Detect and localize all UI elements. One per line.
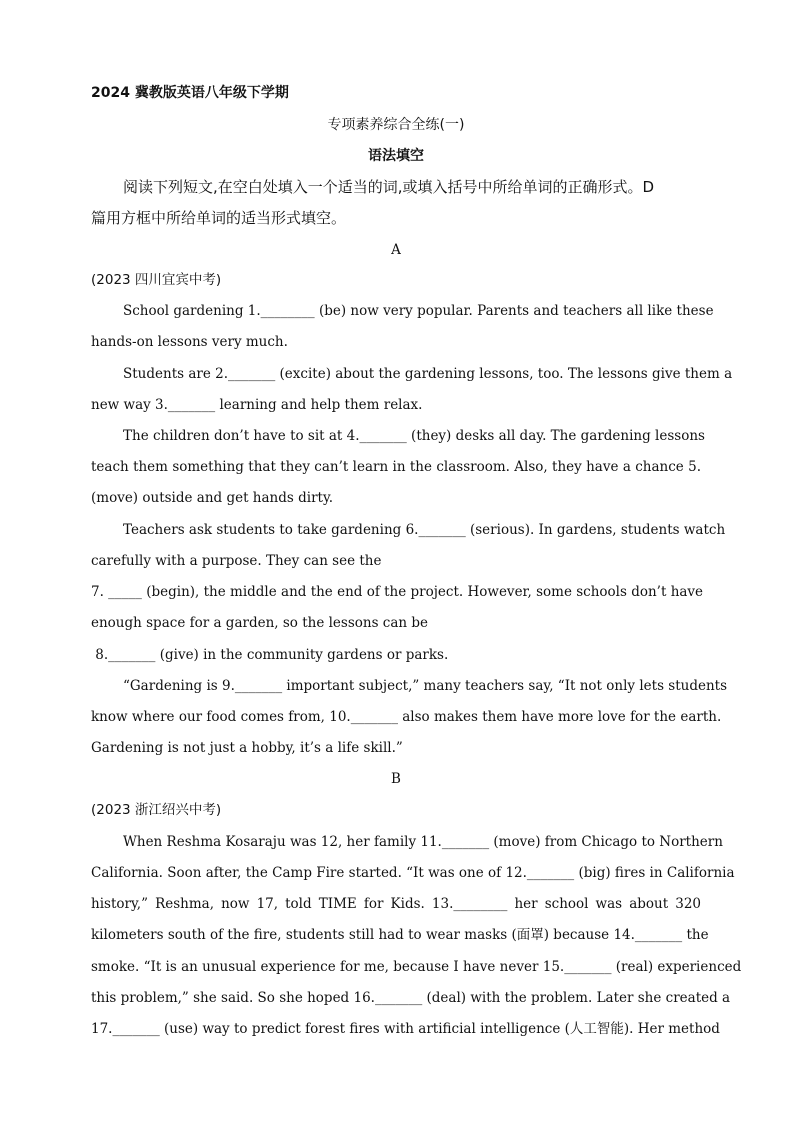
- passage-a-line: Gardening is not just a hobby, it’s a life skill.”: [91, 740, 403, 756]
- passage-a-source: (2023 四川宜宾中考): [91, 272, 222, 288]
- passage-b-line: history,” Reshma, now 17, told TIME for Kids. 13.________ her school was about 320: [91, 896, 701, 912]
- passage-a-label: A: [391, 242, 401, 258]
- passage-a-line: carefully with a purpose. They can see the: [91, 553, 382, 569]
- passage-a-line: enough space for a garden, so the lessons can be: [91, 615, 429, 631]
- document-title: 2024 冀教版英语八年级下学期: [91, 85, 289, 101]
- passage-a-line: new way 3._______ learning and help them relax.: [91, 397, 423, 413]
- passage-a-line: teach them something that they can’t learn in the classroom. Also, they have a chance 5.: [91, 459, 701, 475]
- section-heading: 语法填空: [368, 148, 424, 164]
- passage-a-line: know where our food comes from, 10._______ also makes them have more love for the earth.: [91, 709, 722, 725]
- passage-a-line: 7. _____ (begin), the middle and the end of the project. However, some schools don’t have: [91, 584, 704, 600]
- passage-a-line: Students are 2._______ (excite) about the gardening lessons, too. The lessons give them a: [123, 366, 733, 382]
- passage-b-line: this problem,” she said. So she hoped 16._______ (deal) with the problem. Later she created a: [91, 990, 731, 1006]
- passage-b-source: (2023 浙江绍兴中考): [91, 802, 222, 818]
- passage-a-line: School gardening 1.________ (be) now very popular. Parents and teachers all like these: [123, 303, 714, 319]
- passage-b-line: When Reshma Kosaraju was 12, her family 11._______ (move) from Chicago to Northern: [123, 834, 723, 850]
- passage-a-line: “Gardening is 9._______ important subject,” many teachers say, “It not only lets students: [123, 678, 728, 694]
- passage-a-line: The children don’t have to sit at 4._______ (they) desks all day. The gardening lessons: [123, 428, 705, 444]
- passage-a-line: (move) outside and get hands dirty.: [91, 490, 334, 506]
- instructions-line-1: 阅读下列短文,在空白处填入一个适当的词,或填入括号中所给单词的正确形式。D: [123, 178, 655, 196]
- passage-a-line: Teachers ask students to take gardening 6._______ (serious). In gardens, students watch: [123, 522, 726, 538]
- passage-b-line: kilometers south of the fire, students still had to wear masks (面罩) because 14._______ the: [91, 927, 709, 943]
- passage-b-line: California. Soon after, the Camp Fire started. “It was one of 12._______ (big) fires in California: [91, 865, 735, 881]
- passage-b-label: B: [391, 771, 401, 787]
- passage-b-line: smoke. “It is an unusual experience for me, because I have never 15._______ (real) experienced: [91, 959, 742, 975]
- passage-a-line: 8._______ (give) in the community gardens or parks.: [91, 647, 449, 663]
- instructions-line-2: 篇用方框中所给单词的适当形式填空。: [91, 209, 347, 227]
- exercise-subtitle: 专项素养综合全练(一): [327, 117, 465, 133]
- passage-b-line: 17._______ (use) way to predict forest fires with artificial intelligence (人工智能). Her method: [91, 1021, 720, 1037]
- passage-a-line: hands-on lessons very much.: [91, 334, 288, 350]
